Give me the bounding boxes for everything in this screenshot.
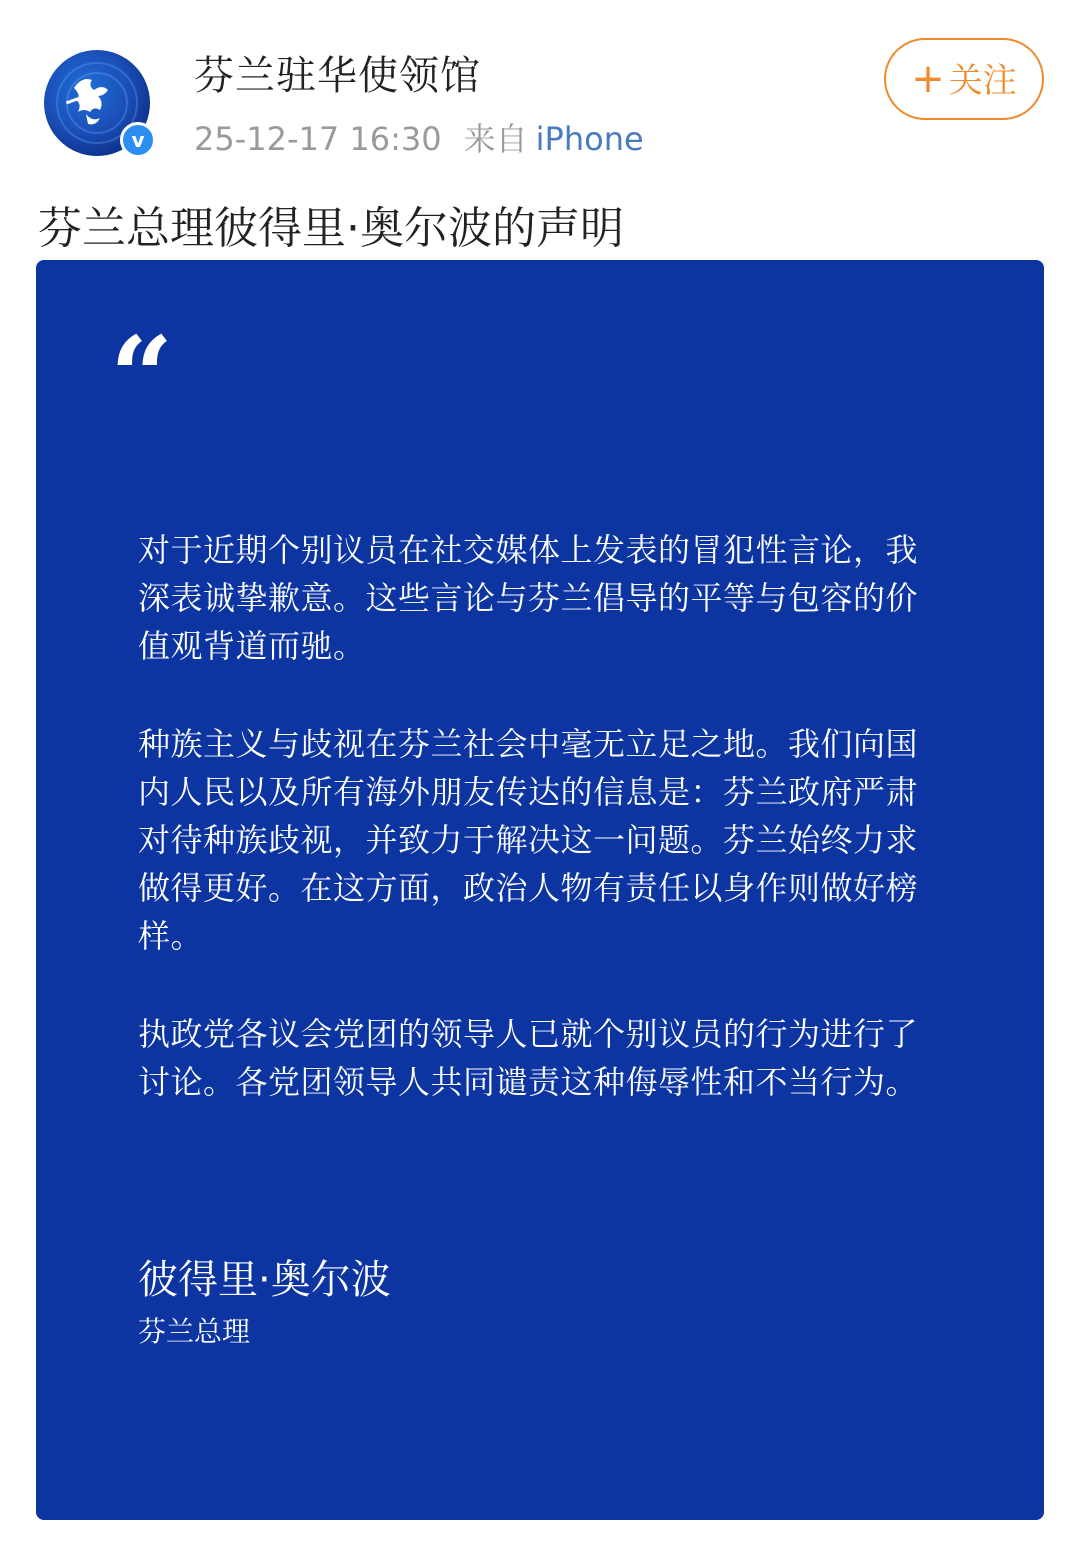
- statement-paragraph: 执政党各议会党团的领导人已就个别议员的行为进行了讨论。各党团领导人共同谴责这种侮辱性和不当行为。: [138, 1015, 919, 1101]
- statement-paragraph: 对于近期个别议员在社交媒体上发表的冒犯性言论，我深表诚挚歉意。这些言论与芬兰倡导的平等与包容的价值观背道而驰。: [138, 531, 919, 665]
- signature-name: 彼得里·奥尔波: [138, 1257, 391, 1303]
- quote-mark-icon: “: [110, 312, 174, 441]
- avatar[interactable]: [44, 50, 156, 162]
- signature-title: 芬兰总理: [138, 1315, 251, 1348]
- post-timestamp: 25-12-17 16:30: [194, 120, 442, 158]
- post-title: 芬兰总理彼得里·奥尔波的声明: [38, 203, 624, 254]
- post-header: [0, 0, 1080, 180]
- post-meta: [194, 114, 644, 160]
- statement-paragraph: 种族主义与歧视在芬兰社会中毫无立足之地。我们向国内人民以及所有海外朋友传达的信息是：芬兰政府严肃对待种族歧视，并致力于解决这一问题。芬兰始终力求做得更好。在这方面，政治人物有责任以身作则做好榜样。: [138, 725, 919, 955]
- source-device-link[interactable]: iPhone: [535, 120, 644, 158]
- source-label: 来自: [463, 120, 528, 158]
- follow-button[interactable]: [884, 38, 1044, 120]
- verified-badge-icon: v: [120, 122, 156, 158]
- plus-icon: +: [911, 56, 945, 102]
- account-name[interactable]: 芬兰驻华使领馆: [194, 53, 481, 99]
- follow-label: 关注: [948, 61, 1017, 101]
